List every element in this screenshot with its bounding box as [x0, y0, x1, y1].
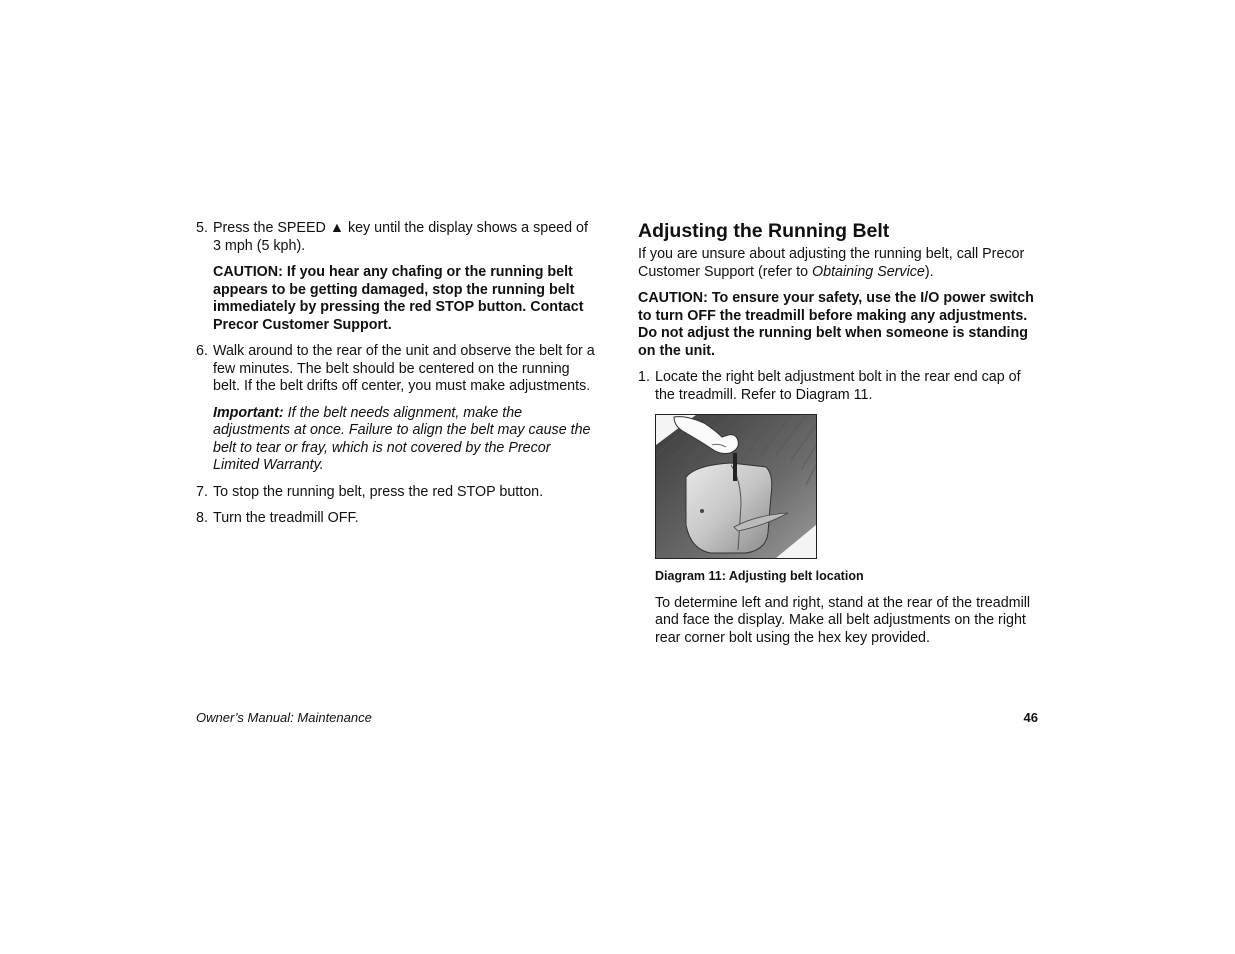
step-7	[196, 484, 596, 502]
up-arrow-icon: ▲	[329, 220, 344, 236]
right-column	[638, 220, 1043, 647]
step-number: 6.	[196, 343, 208, 359]
step-text-cont: key until the display shows a speed of 3 mph (5 kph).	[213, 220, 588, 254]
intro-text: If you are unsure about adjusting the running belt, call Precor Customer Support (refer to	[638, 246, 1025, 280]
step-text: Walk around to the rear of the unit and observe the belt for a few minutes. The belt should be centered on the running belt. If the belt drifts off center, you must make adjustments.	[213, 343, 595, 394]
step-number: 8.	[196, 510, 208, 526]
intro-paragraph	[638, 246, 1043, 281]
step-text: Turn the treadmill OFF.	[213, 510, 359, 526]
important-text: If the belt needs alignment, make the adjustments at once. Failure to align the belt may cause the belt to tear or fray, which is not covered by the Precor Limited Warranty.	[213, 404, 591, 473]
step-6	[196, 343, 596, 396]
caution-power-off: CAUTION: To ensure your safety, use the I/O power switch to turn OFF the treadmill before making any adjustments. Do not adjust the running belt when someone is standing on the unit.	[638, 290, 1034, 359]
section-heading: Adjusting the Running Belt	[638, 220, 890, 242]
step-text: Locate the right belt adjustment bolt in the rear end cap of the treadmill. Refer to Diagram 11.	[655, 369, 1021, 403]
step-number: 5.	[196, 220, 208, 236]
step-text: Press the SPEED	[213, 220, 330, 236]
step-number: 7.	[196, 483, 208, 500]
step-8	[196, 510, 596, 528]
step-text: To stop the running belt, press the red STOP button.	[213, 483, 544, 500]
left-column	[196, 220, 596, 528]
step-5	[196, 220, 596, 255]
important-note	[213, 405, 596, 475]
diagram-caption: Diagram 11: Adjusting belt location	[655, 569, 864, 583]
belt-adjustment-diagram	[655, 414, 817, 559]
intro-text-end: ).	[924, 263, 934, 280]
left-right-paragraph: To determine left and right, stand at the rear of the treadmill and face the display. Make all belt adjustments on the right rear corner bolt using the hex key provided.	[655, 594, 1031, 646]
important-label: Important:	[213, 404, 284, 421]
obtaining-service-reference: Obtaining Service	[812, 263, 925, 280]
step-1	[638, 369, 1043, 404]
step-number: 1.	[638, 369, 650, 385]
page-number: 46	[1023, 710, 1038, 725]
caution-stop-belt: CAUTION: If you hear any chafing or the running belt appears to be getting damaged, stop the running belt immediately by pressing the red STOP button. Contact Precor Customer Support.	[213, 264, 584, 333]
footer-section-title: Owner’s Manual: Maintenance	[196, 710, 372, 725]
